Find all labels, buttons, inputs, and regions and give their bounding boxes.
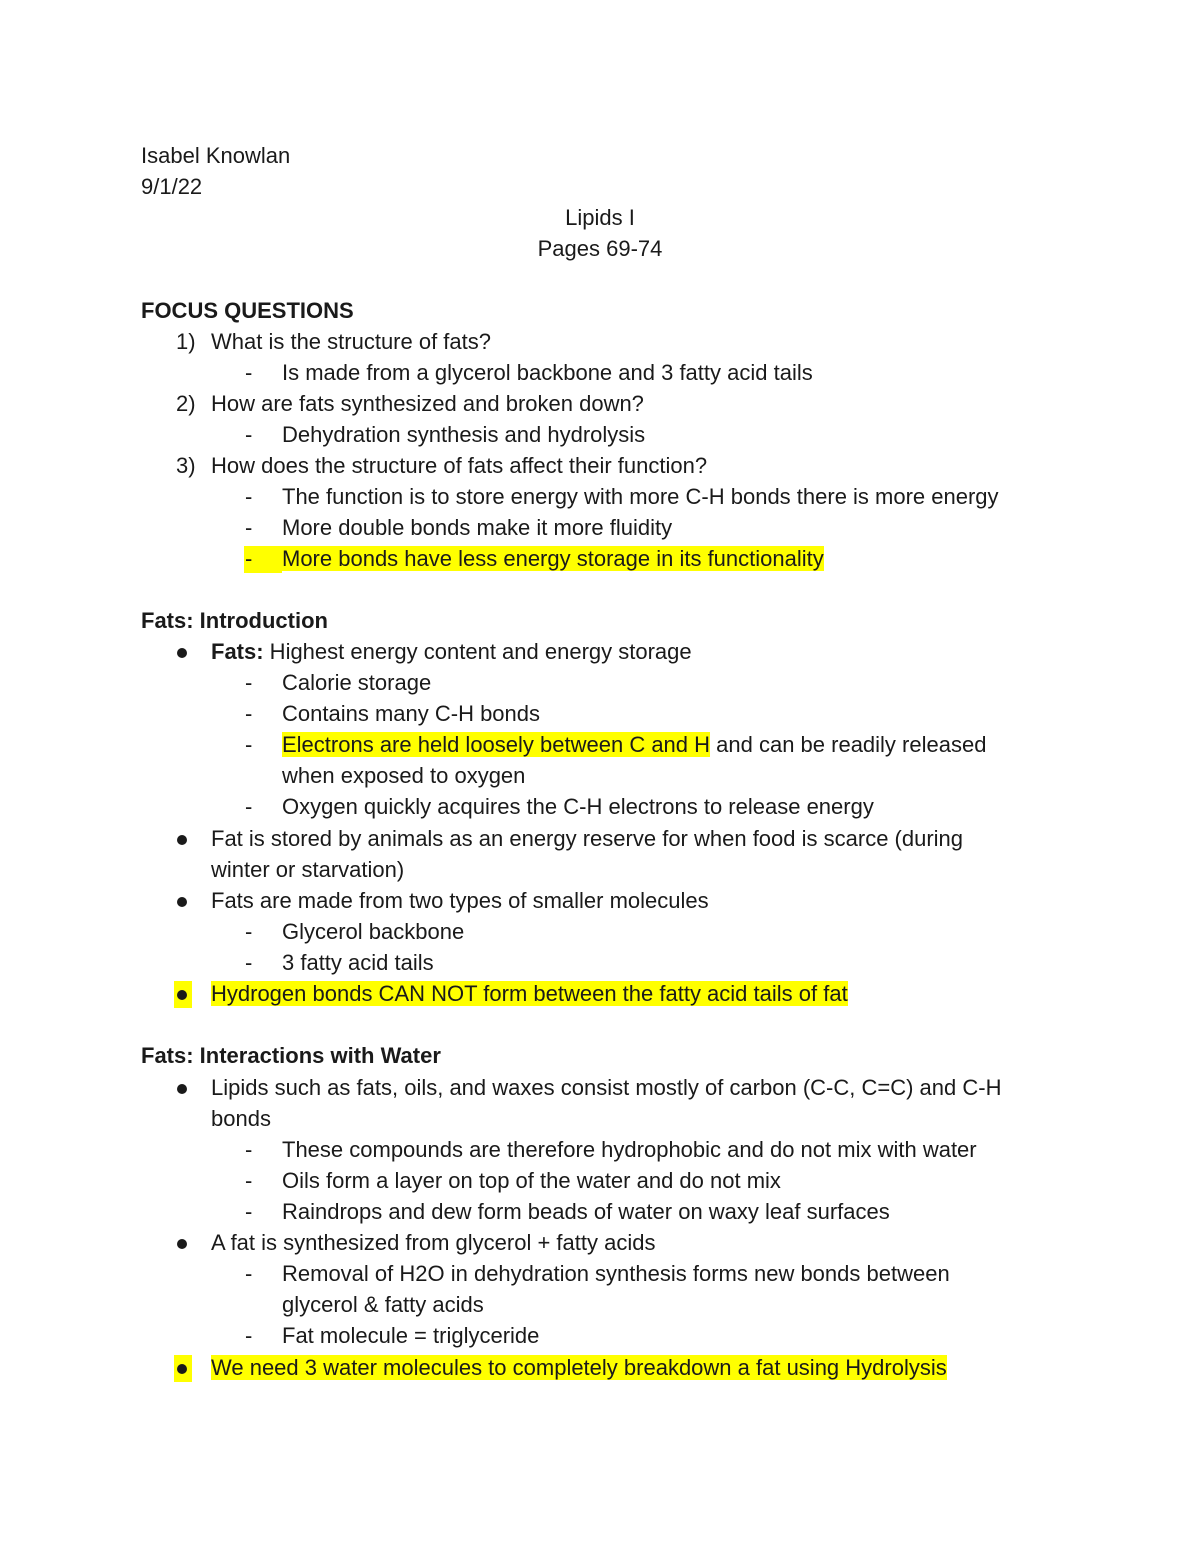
bullet-text: Highest energy content and energy storage <box>263 639 692 664</box>
dash-marker: - <box>245 515 253 540</box>
sub-item-continued: when exposed to oxygen <box>282 763 526 788</box>
water-bullet-highlighted <box>211 1352 947 1383</box>
sub-item <box>282 729 986 760</box>
dash-marker: - <box>245 950 253 975</box>
bullet-icon <box>177 1364 187 1374</box>
focus-answer: Dehydration synthesis and hydrolysis <box>282 422 646 447</box>
sub-item: Glycerol backbone <box>282 919 465 944</box>
sub-item: Raindrops and dew form beads of water on waxy leaf surfaces <box>282 1199 890 1224</box>
bullet-icon <box>177 1084 187 1094</box>
document-title: Lipids I <box>565 205 635 230</box>
dash-marker: - <box>245 484 253 509</box>
bullet-icon <box>177 990 187 1000</box>
sub-item: 3 fatty acid tails <box>282 950 434 975</box>
highlighted-text: More bonds have less energy storage in its functionality <box>282 546 824 571</box>
dash-marker: - <box>245 422 253 447</box>
intro-bullet: Fat is stored by animals as an energy reserve for when food is scarce (during <box>211 826 964 851</box>
sub-item-continued: glycerol & fatty acids <box>282 1292 484 1317</box>
bullet-icon <box>177 835 187 845</box>
water-bullet: A fat is synthesized from glycerol + fatty acids <box>211 1230 656 1255</box>
dash-marker: - <box>245 1137 253 1162</box>
sub-item: Contains many C-H bonds <box>282 701 541 726</box>
intro-heading: Fats: Introduction <box>141 608 328 633</box>
date: 9/1/22 <box>141 174 203 199</box>
highlighted-text: Hydrogen bonds CAN NOT form between the fatty acid tails of fat <box>211 981 848 1006</box>
list-number: 2) <box>176 391 196 416</box>
water-bullet-continued: bonds <box>211 1106 271 1131</box>
focus-answer: Is made from a glycerol backbone and 3 fatty acid tails <box>282 360 813 385</box>
intro-bullet-highlighted <box>211 978 848 1009</box>
bullet-icon <box>177 648 187 658</box>
sub-item: These compounds are therefore hydrophobic and do not mix with water <box>282 1137 977 1162</box>
focus-questions-heading: FOCUS QUESTIONS <box>141 298 354 323</box>
dash-marker: - <box>245 1199 253 1224</box>
water-bullet: Lipids such as fats, oils, and waxes consist mostly of carbon (C-C, C=C) and C-H <box>211 1075 1002 1100</box>
intro-bullet <box>211 636 692 667</box>
dash-marker: - <box>245 546 253 571</box>
sub-item-text: and can be readily released <box>710 732 987 757</box>
bold-term: Fats: <box>211 639 264 664</box>
sub-item: Oxygen quickly acquires the C-H electrons to release energy <box>282 794 874 819</box>
sub-item: Removal of H2O in dehydration synthesis forms new bonds between <box>282 1261 950 1286</box>
focus-question: What is the structure of fats? <box>211 329 492 354</box>
intro-bullet-continued: winter or starvation) <box>211 857 405 882</box>
list-number: 1) <box>176 329 196 354</box>
dash-marker: - <box>245 360 253 385</box>
dash-marker: - <box>245 919 253 944</box>
intro-bullet: Fats are made from two types of smaller molecules <box>211 888 709 913</box>
dash-marker: - <box>245 1261 253 1286</box>
sub-item: Fat molecule = triglyceride <box>282 1323 540 1348</box>
dash-marker: - <box>245 701 253 726</box>
focus-question: How are fats synthesized and broken down? <box>211 391 644 416</box>
highlighted-text: We need 3 water molecules to completely breakdown a fat using Hydrolysis <box>211 1355 947 1380</box>
water-heading: Fats: Interactions with Water <box>141 1043 441 1068</box>
dash-marker: - <box>245 1168 253 1193</box>
dash-marker: - <box>245 732 253 757</box>
focus-answer: The function is to store energy with more C-H bonds there is more energy <box>282 484 999 509</box>
highlighted-text: Electrons are held loosely between C and H <box>282 732 711 757</box>
bullet-icon <box>177 1239 187 1249</box>
page-range: Pages 69-74 <box>537 236 663 261</box>
focus-question: How does the structure of fats affect their function? <box>211 453 708 478</box>
dash-marker: - <box>245 670 253 695</box>
dash-marker: - <box>245 794 253 819</box>
bullet-icon <box>177 897 187 907</box>
author-name: Isabel Knowlan <box>141 143 291 168</box>
list-number: 3) <box>176 453 196 478</box>
sub-item: Oils form a layer on top of the water and do not mix <box>282 1168 781 1193</box>
focus-answer: More double bonds make it more fluidity <box>282 515 673 540</box>
focus-answer-highlighted <box>282 543 824 574</box>
sub-item: Calorie storage <box>282 670 432 695</box>
dash-marker: - <box>245 1323 253 1348</box>
